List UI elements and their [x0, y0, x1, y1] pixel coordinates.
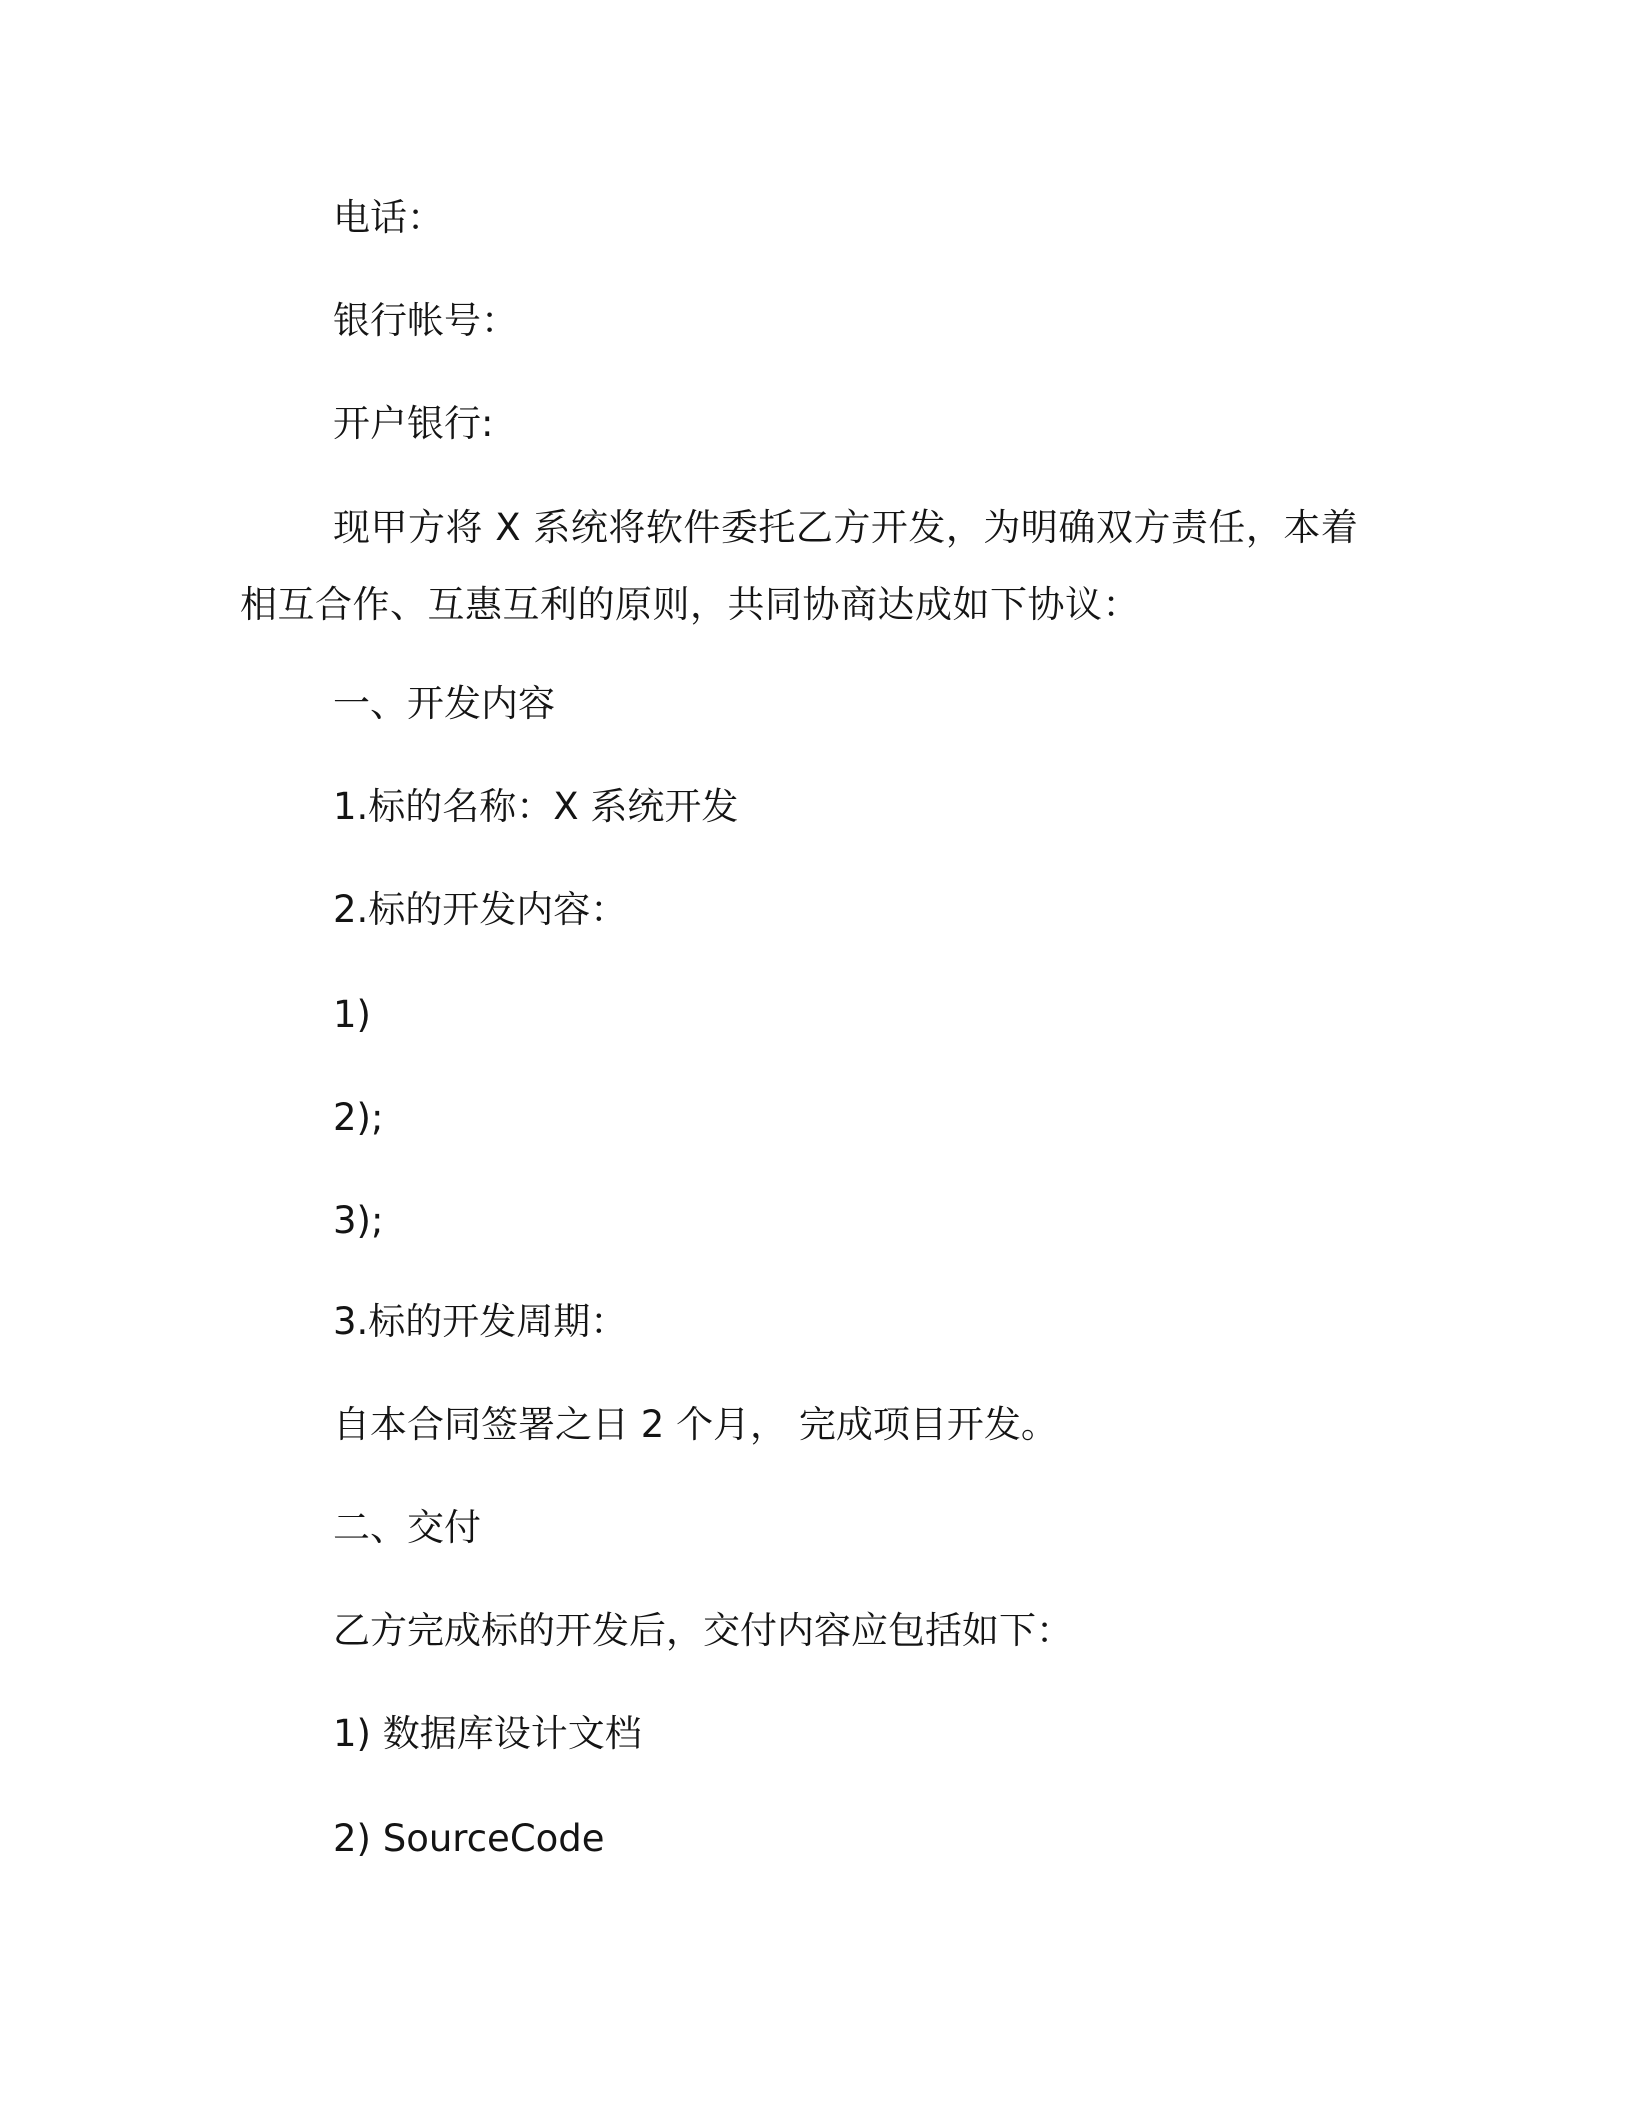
subject-name-item: 1.标的名称：X 系统开发 — [333, 785, 739, 828]
subject-content-item: 2.标的开发内容： — [333, 888, 628, 931]
development-period-text: 自本合同签署之日 2 个月， 完成项目开发。 — [333, 1403, 1058, 1446]
intro-paragraph: 现甲方将 X 系统将软件委托乙方开发，为明确双方责任，本着相互合作、互惠互利的原则，共同协商达成如下协议： — [240, 506, 1359, 626]
deliverable-item-1: 1) 数据库设计文档 — [333, 1712, 642, 1755]
phone-field-label: 电话： — [333, 196, 444, 239]
section1-heading: 一、开发内容 — [333, 682, 555, 725]
content-sub-item-1: 1) — [333, 993, 371, 1036]
content-sub-item-3: 3); — [333, 1199, 384, 1242]
bank-name-field-label: 开户银行: — [333, 402, 494, 445]
deliverable-item-2: 2) SourceCode — [333, 1817, 605, 1860]
section2-heading: 二、交付 — [333, 1506, 481, 1549]
content-sub-item-2: 2); — [333, 1096, 384, 1139]
development-period-item: 3.标的开发周期： — [333, 1300, 628, 1343]
bank-account-field-label: 银行帐号： — [333, 299, 518, 342]
delivery-intro: 乙方完成标的开发后，交付内容应包括如下： — [333, 1609, 1073, 1652]
